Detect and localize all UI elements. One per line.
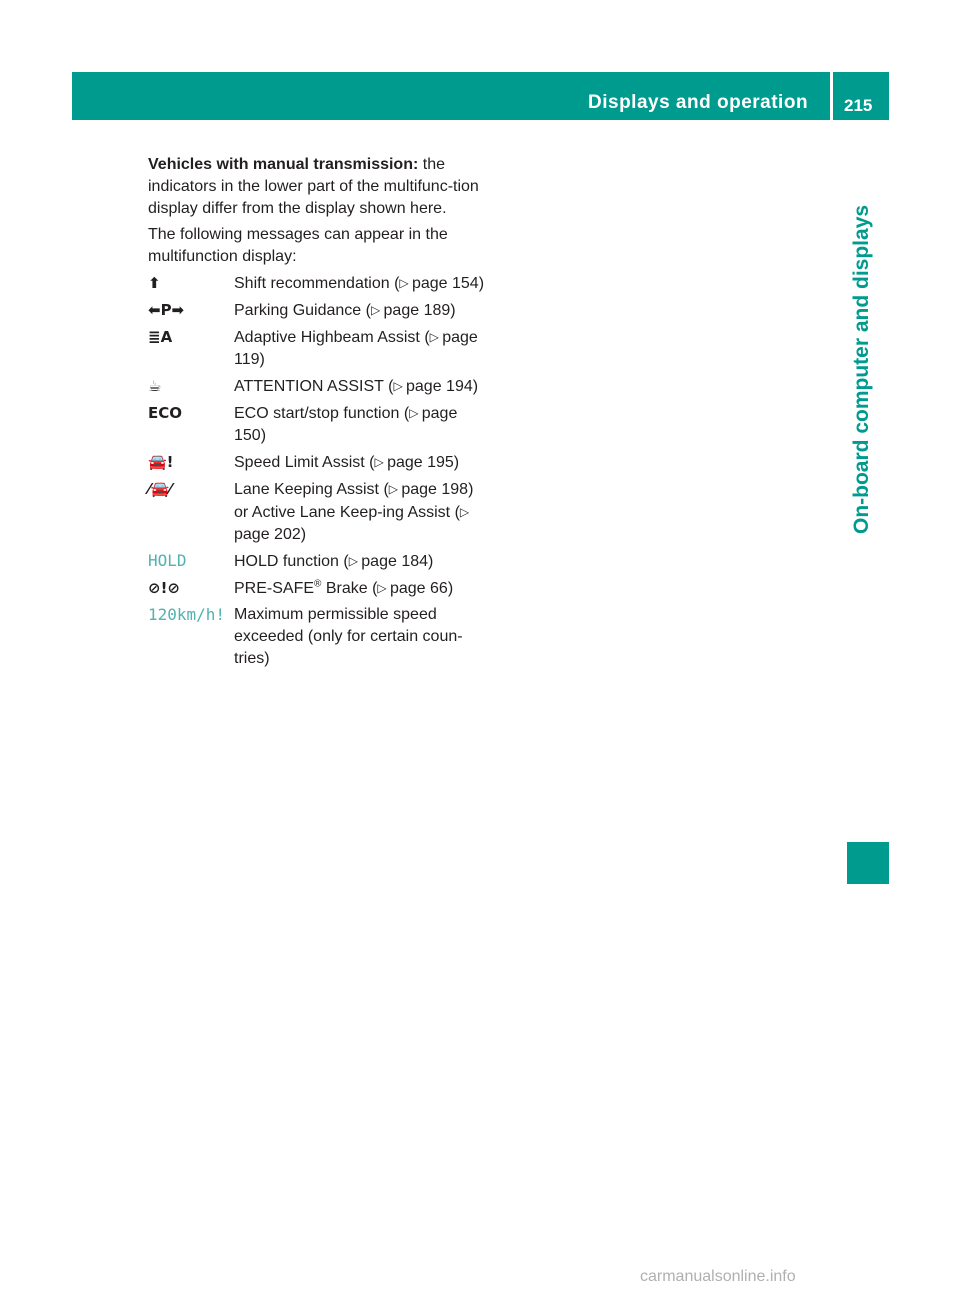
message-list	[148, 272, 488, 670]
description-text: )	[453, 454, 460, 471]
message-row	[148, 604, 488, 670]
page-reference-arrow-icon: ▷	[429, 330, 443, 344]
parking-guidance-icon: ⬅P➡	[148, 301, 185, 319]
header-divider	[830, 72, 833, 120]
message-row	[148, 550, 488, 573]
description-text: PRE-SAFE	[234, 580, 315, 597]
section-title: Displays and operation	[588, 92, 809, 113]
message-description	[234, 604, 488, 670]
description-text: Lane Keeping Assist (	[234, 481, 389, 498]
page-reference-arrow-icon: ▷	[399, 276, 412, 290]
speed-limit-assist-icon: 🚘!	[148, 453, 174, 471]
page-reference-arrow-icon: ▷	[377, 581, 390, 595]
message-description	[234, 402, 488, 447]
description-text: )	[300, 526, 307, 543]
page-number: 215	[844, 96, 873, 115]
description-text: Shift recommendation (	[234, 275, 400, 292]
description-text: ECO start/stop function (	[234, 405, 410, 422]
pre-safe-brake-icon: ⊘!⊘	[148, 579, 180, 597]
description-text: Brake (	[321, 580, 378, 597]
max-speed-text-icon: 120km/h!	[148, 605, 226, 624]
eco-icon: ECO	[148, 404, 183, 422]
message-description	[234, 550, 488, 573]
message-row	[148, 577, 488, 600]
intro-text: the indicators in the lower part of the multifunc-tion display differ from the display shown here.	[148, 156, 479, 217]
page-reference[interactable]: page 189	[383, 302, 451, 319]
page-reference-arrow-icon: ▷	[374, 455, 388, 469]
description-text: ) or Active Lane Keep-ing Assist (	[234, 481, 474, 521]
message-description	[234, 299, 488, 322]
message-row	[148, 299, 488, 322]
page-reference[interactable]: page 202	[234, 526, 301, 543]
page-reference[interactable]: page 154	[411, 275, 479, 292]
description-text: )	[447, 580, 454, 597]
page-reference-arrow-icon: ▷	[459, 505, 470, 519]
intro-paragraph	[148, 154, 488, 220]
intro-bold-lead: Vehicles with manual transmission:	[148, 156, 419, 173]
page-reference-arrow-icon: ▷	[348, 554, 362, 568]
page-reference[interactable]: page 119	[234, 329, 478, 368]
message-row	[148, 375, 488, 398]
message-description	[234, 375, 488, 398]
description-text: Maximum permissible speed exceeded (only for certain coun-tries)	[234, 606, 463, 667]
registered-mark: ®	[314, 578, 322, 590]
message-row	[148, 326, 488, 371]
message-description	[234, 326, 488, 371]
page-reference-arrow-icon: ▷	[409, 406, 422, 420]
page-reference-arrow-icon: ▷	[388, 482, 402, 496]
page-reference[interactable]: page 66	[389, 580, 448, 597]
description-text: )	[428, 553, 434, 570]
adaptive-highbeam-icon: ≣A	[148, 328, 173, 346]
footer-watermark: carmanualsonline.info	[640, 1268, 796, 1285]
description-text: )	[450, 302, 456, 319]
chapter-tab-label: On-board computer and displays	[850, 204, 873, 534]
lane-keeping-icon: ⁄🚘⁄	[148, 480, 172, 498]
description-text: )	[478, 275, 485, 292]
chapter-tab-marker	[847, 842, 889, 884]
page-reference-arrow-icon: ▷	[393, 379, 406, 393]
message-row	[148, 478, 488, 546]
description-text: )	[260, 427, 267, 444]
message-description	[234, 272, 488, 295]
page-reference[interactable]: page 194	[406, 378, 473, 395]
page-reference[interactable]: page 184	[361, 553, 429, 570]
page-reference[interactable]: page 150	[234, 405, 458, 444]
message-row	[148, 451, 488, 474]
message-row	[148, 272, 488, 295]
page-reference[interactable]: page 195	[387, 454, 454, 471]
description-text: Adaptive Highbeam Assist (	[234, 329, 430, 346]
page-content	[148, 154, 488, 672]
message-description	[234, 478, 488, 546]
description-text: )	[472, 378, 479, 395]
description-text: HOLD function (	[234, 553, 349, 570]
page-reference[interactable]: page 198	[401, 481, 469, 498]
description-text: ATTENTION ASSIST (	[234, 378, 394, 395]
description-text: )	[259, 351, 265, 368]
message-description	[234, 451, 488, 474]
page-reference-arrow-icon: ▷	[370, 303, 384, 317]
coffee-cup-icon: ☕	[148, 377, 162, 395]
description-text: Parking Guidance (	[234, 302, 371, 319]
message-description	[234, 577, 488, 600]
messages-intro: The following messages can appear in the multifunction display:	[148, 226, 448, 265]
hold-text-icon: HOLD	[148, 551, 187, 570]
description-text: Speed Limit Assist (	[234, 454, 375, 471]
message-row	[148, 402, 488, 447]
shift-up-arrow-icon: ⬆	[148, 274, 161, 292]
